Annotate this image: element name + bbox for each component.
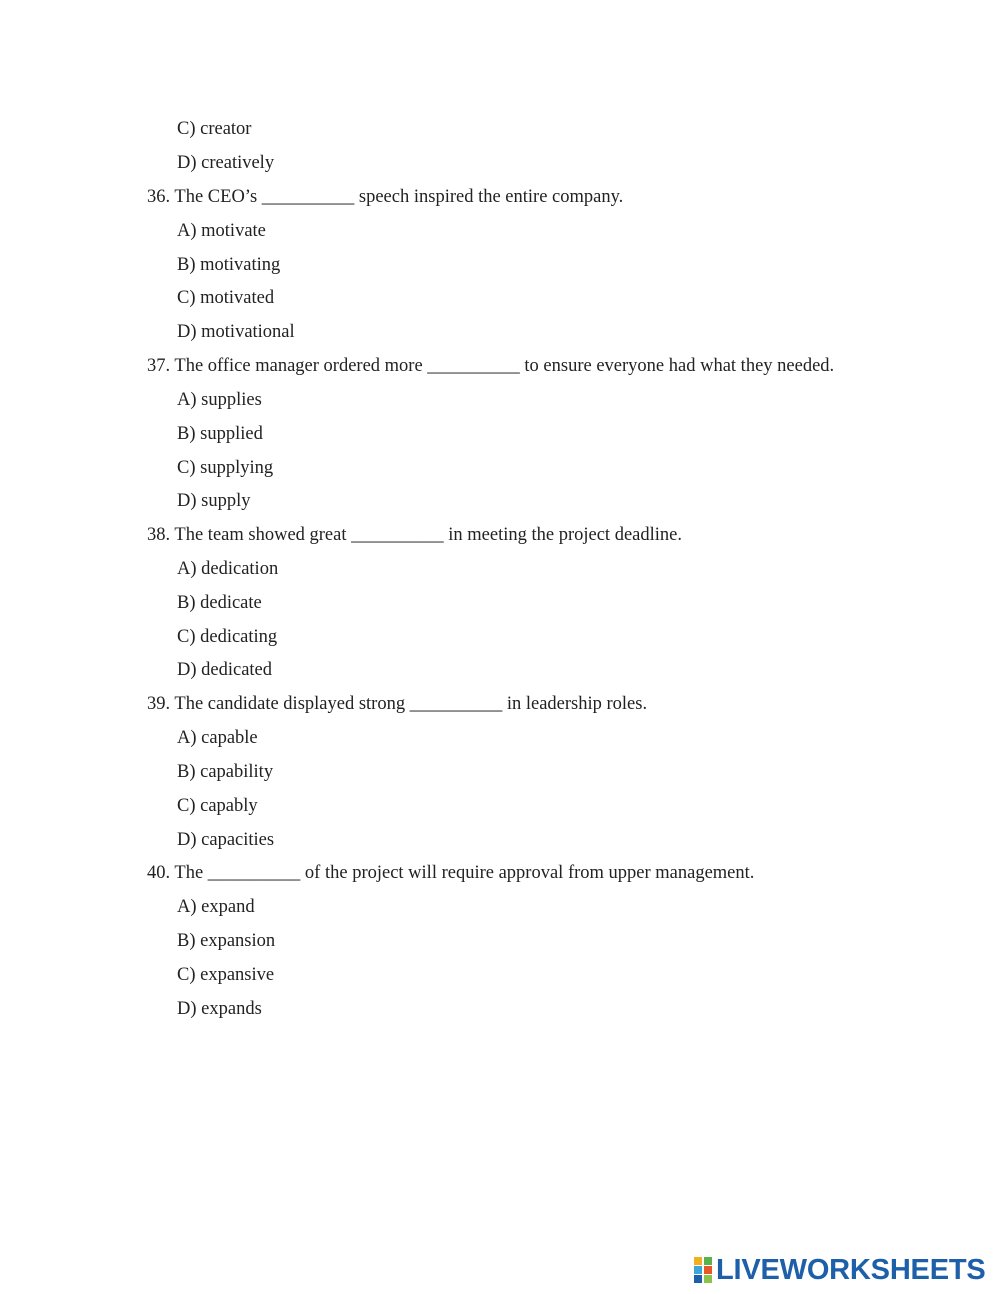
option-d-39[interactable]: D) capacities <box>177 830 275 850</box>
option-c-35[interactable]: C) creator <box>177 119 252 139</box>
option-a-38[interactable]: A) dedication <box>177 559 279 579</box>
question-37: 37. The office manager ordered more __________ to ensure everyone had what they needed. <box>147 356 835 376</box>
option-b-39[interactable]: B) capability <box>177 762 274 782</box>
option-a-39[interactable]: A) capable <box>177 728 258 748</box>
option-d-37[interactable]: D) supply <box>177 491 251 511</box>
liveworksheets-wordmark: LIVEWORKSHEETS <box>716 1254 986 1286</box>
option-c-40[interactable]: C) expansive <box>177 965 275 985</box>
option-d-36[interactable]: D) motivational <box>177 322 295 342</box>
option-a-40[interactable]: A) expand <box>177 897 255 917</box>
option-c-38[interactable]: C) dedicating <box>177 627 278 647</box>
liveworksheets-logo <box>694 1254 986 1286</box>
option-d-38[interactable]: D) dedicated <box>177 660 273 680</box>
option-b-38[interactable]: B) dedicate <box>177 593 262 613</box>
question-36: 36. The CEO’s __________ speech inspired the entire company. <box>147 187 624 207</box>
question-39: 39. The candidate displayed strong __________ in leadership roles. <box>147 694 648 714</box>
option-c-39[interactable]: C) capably <box>177 796 258 816</box>
option-b-37[interactable]: B) supplied <box>177 424 263 444</box>
question-38: 38. The team showed great __________ in meeting the project deadline. <box>147 525 682 545</box>
option-d-35[interactable]: D) creatively <box>177 153 275 173</box>
option-b-40[interactable]: B) expansion <box>177 931 276 951</box>
option-a-37[interactable]: A) supplies <box>177 390 262 410</box>
question-40: 40. The __________ of the project will require approval from upper management. <box>147 863 755 883</box>
option-d-40[interactable]: D) expands <box>177 999 262 1019</box>
option-b-36[interactable]: B) motivating <box>177 255 281 275</box>
option-c-36[interactable]: C) motivated <box>177 288 275 308</box>
liveworksheets-blocks-icon <box>694 1257 713 1283</box>
option-a-36[interactable]: A) motivate <box>177 221 266 241</box>
option-c-37[interactable]: C) supplying <box>177 458 274 478</box>
